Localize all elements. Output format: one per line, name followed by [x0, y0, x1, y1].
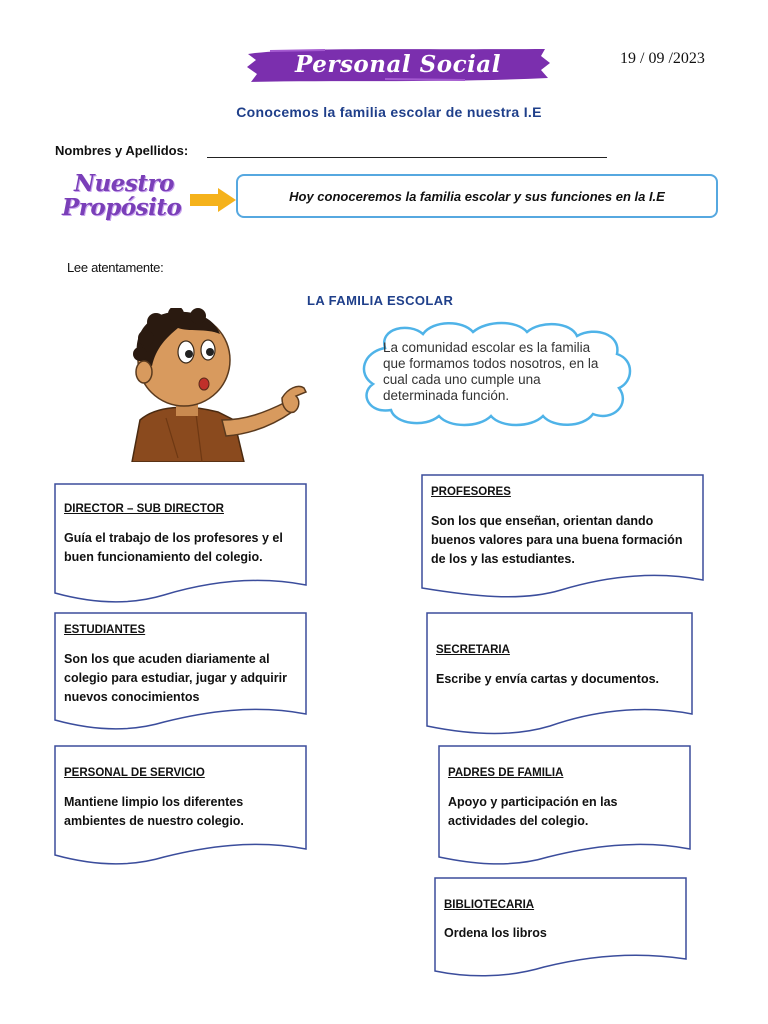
- role-title: PROFESORES: [431, 486, 511, 498]
- role-text: Son los que enseñan, orientan dando buenos valores para una buena formación de los y las estudiantes.: [431, 514, 683, 566]
- role-title: PADRES DE FAMILIA: [448, 767, 564, 779]
- role-card-padres-familia: [438, 745, 692, 871]
- arrow-right-icon: [190, 188, 236, 217]
- purpose-box: [236, 174, 718, 218]
- role-text: Ordena los libros: [444, 926, 547, 940]
- purpose-badge: [62, 172, 192, 228]
- role-title: SECRETARIA: [436, 644, 510, 656]
- subject-title: Personal Social: [295, 51, 501, 78]
- purpose-text: Hoy conoceremos la familia escolar y sus funciones en la I.E: [289, 188, 665, 204]
- role-text: Son los que acuden diariamente al colegio para estudiar, jugar y adquirir nuevos conocimientos: [64, 652, 287, 704]
- role-card-secretaria: [426, 612, 694, 740]
- role-card-bibliotecaria: [434, 877, 688, 981]
- role-card-personal-servicio: [54, 745, 308, 871]
- boy-pointing-illustration: [126, 308, 310, 462]
- name-input-line[interactable]: [207, 157, 607, 158]
- date: 19 / 09 /2023: [620, 50, 705, 67]
- role-text: Apoyo y participación en las actividades del colegio.: [448, 795, 618, 828]
- role-title: PERSONAL DE SERVICIO: [64, 767, 205, 779]
- purpose-badge-line2: Propósito: [62, 194, 182, 221]
- cloud-text: La comunidad escolar es la familia que formamos todos nosotros, en la cual cada uno cumple una determinada función.: [383, 340, 599, 403]
- instruction: Lee atentamente:: [67, 260, 164, 275]
- role-card-profesores: [421, 474, 705, 604]
- role-card-director: [54, 483, 308, 607]
- page-title: Conocemos la familia escolar de nuestra I.E: [236, 104, 542, 120]
- info-cloud: [355, 318, 635, 430]
- role-text: Escribe y envía cartas y documentos.: [436, 672, 660, 686]
- subject-banner: [245, 46, 551, 84]
- name-label: Nombres y Apellidos:: [55, 143, 189, 158]
- role-title: ESTUDIANTES: [64, 624, 146, 636]
- role-title: DIRECTOR – SUB DIRECTOR: [64, 503, 224, 515]
- role-card-estudiantes: [54, 612, 308, 734]
- role-text: Guía el trabajo de los profesores y el buen funcionamiento del colegio.: [64, 531, 283, 564]
- role-text: Mantiene limpio los diferentes ambientes de nuestro colegio.: [64, 795, 244, 828]
- purpose-badge-line1: Nuestro: [74, 170, 174, 197]
- role-title: BIBLIOTECARIA: [444, 899, 535, 911]
- section-title: LA FAMILIA ESCOLAR: [307, 293, 454, 308]
